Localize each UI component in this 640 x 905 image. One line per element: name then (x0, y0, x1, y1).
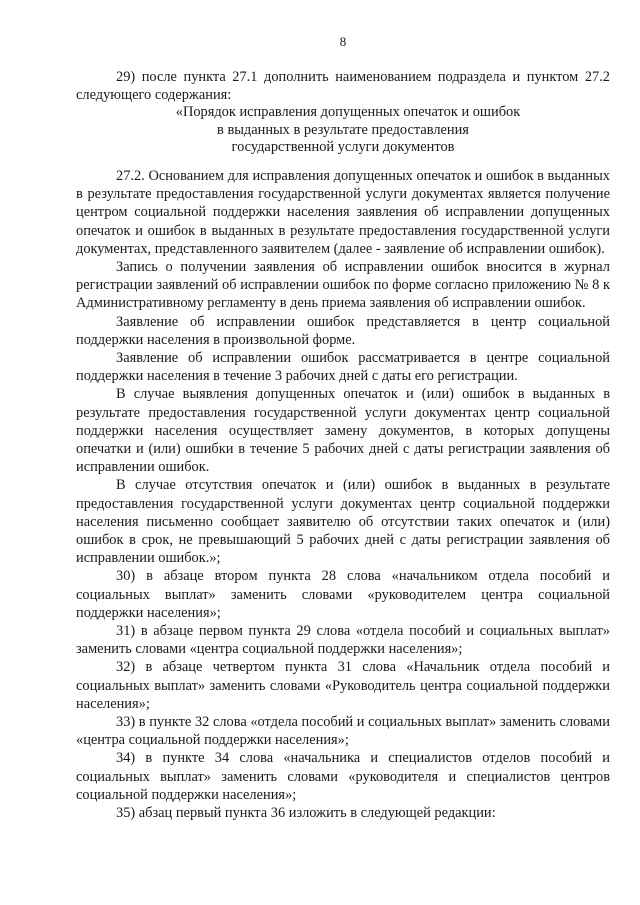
section-title-line: в выданных в результате предоставления (217, 121, 469, 138)
paragraph-item-31: 31) в абзаце первом пункта 29 слова «отдела пособий и социальных выплат» заменить словами «центра социальной поддержки населения»; (76, 622, 610, 658)
paragraph-item-30: 30) в абзаце втором пункта 28 слова «начальником отдела пособий и социальных выплат» заменить словами «руководителем центра социальной поддержки населения»; (76, 568, 610, 621)
document-page (76, 34, 610, 822)
paragraph-review-term: Заявление об исправлении ошибок рассматривается в центре социальной поддержки населения в течение 3 рабочих дней с даты его регистрации. (76, 349, 610, 385)
paragraph-free-form: Заявление об исправлении ошибок представляется в центр социальной поддержки населения в произвольной форме. (76, 313, 610, 348)
paragraph-item-33: 33) в пункте 32 слова «отдела пособий и социальных выплат» заменить словами «центра социальной поддержки населения»; (76, 714, 610, 749)
section-title-line: «Порядок исправления допущенных опечаток и ошибок (175, 104, 521, 121)
paragraph-item-35: 35) абзац первый пункта 36 изложить в следующей редакции: (116, 805, 496, 822)
paragraph-item-34: 34) в пункте 34 слова «начальника и специалистов отделов пособий и социальных выплат» заменить словами «руководителя и специалистов центров социальной поддержки населения»; (76, 750, 610, 803)
section-title-line: государственной услуги документов (231, 139, 455, 156)
page-number: 8 (339, 34, 347, 49)
intro-paragraph: 29) после пункта 27.1 дополнить наименованием подраздела и пунктом 27.2 следующего содержания: (76, 69, 610, 104)
paragraph-journal-entry: Запись о получении заявления об исправлении ошибок вносится в журнал регистрации заявлений об исправлении ошибок по форме согласно приложению № 8 к Административному регламенту в день приема заявления об исправлении ошибок. (76, 258, 610, 312)
paragraph-no-errors: В случае отсутствия опечаток и (или) ошибок в выданных в результате предоставления государственной услуги документах центр социальной поддержки населения письменно сообщает заявителю об отсутствии таких опечаток и (или) ошибок в срок, не превышающий 5 рабочих дней с даты регистрации заявления об исправлении ошибок.»; (76, 477, 610, 567)
paragraph-item-32: 32) в абзаце четвертом пункта 31 слова «Начальник отдела пособий и социальных выплат» заменить словами «Руководитель центра социальной поддержки населения»; (76, 659, 610, 712)
section-title (76, 104, 610, 157)
paragraph-27-2: 27.2. Основанием для исправления допущенных опечаток и ошибок в выданных в результате предоставления государственной услуги документах является получение центром социальной поддержки населения заявления об исправлении допущенных опечаток и ошибок в выданных в результате предоставления государственной услуги документах, представленного заявителем (далее - заявление об исправлении ошибок). (76, 167, 610, 257)
paragraph-errors-found: В случае выявления допущенных опечаток и (или) ошибок в выданных в результате предоставления государственной услуги документах центр социальной поддержки населения осуществляет замену документов, в которых допущены опечатки и (или) ошибки в течение 5 рабочих дней с даты регистрации заявления об исправлении ошибок. (76, 386, 610, 476)
